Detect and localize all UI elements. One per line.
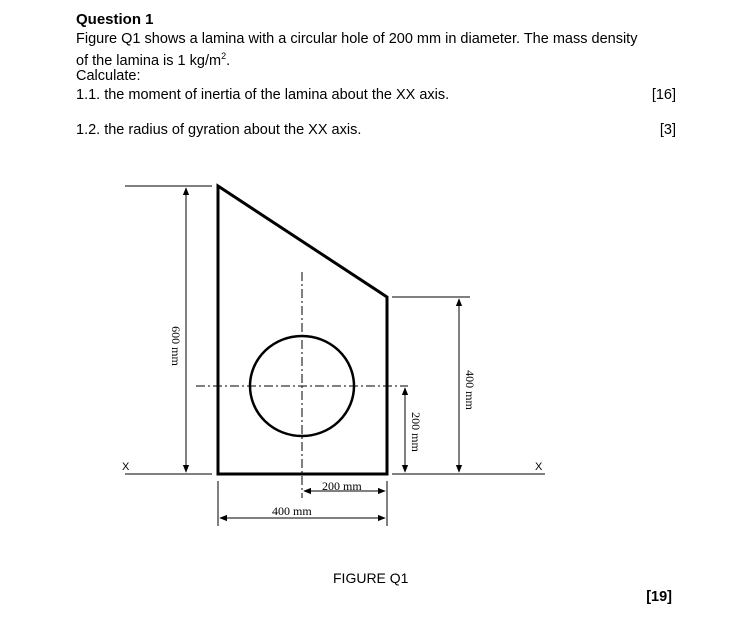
question-item-1-marks: [16] xyxy=(651,87,676,103)
question-item-2-text: 1.2. the radius of gyration about the XX axis. xyxy=(76,122,362,138)
intro-line-2-prefix: of the lamina is 1 kg/m xyxy=(76,52,222,69)
axis-label-x-left: X xyxy=(122,461,130,473)
intro-line-2-suffix: . xyxy=(226,52,231,69)
intro-line-2-superscript: 2 xyxy=(221,51,227,61)
calculate-label: Calculate: xyxy=(76,68,141,84)
dim-400b-label: 400 mm xyxy=(272,504,312,518)
dim-200v-label: 200 mm xyxy=(409,412,423,452)
dim-600-label: 600 mm xyxy=(169,326,183,366)
dim-400r-label: 400 mm xyxy=(463,370,477,410)
question-item-1-text: 1.1. the moment of inertia of the lamina about the XX axis. xyxy=(76,87,450,103)
dim-200h-label: 200 mm xyxy=(322,479,362,493)
axis-label-x-right: X xyxy=(535,461,543,473)
question-item-2-marks: [3] xyxy=(659,122,676,138)
question-title: Question 1 xyxy=(76,11,154,28)
intro-line-1: Figure Q1 shows a lamina with a circular hole of 200 mm in diameter. The mass density xyxy=(76,31,638,47)
total-marks: [19] xyxy=(646,589,672,605)
figure-caption: FIGURE Q1 xyxy=(333,570,409,586)
